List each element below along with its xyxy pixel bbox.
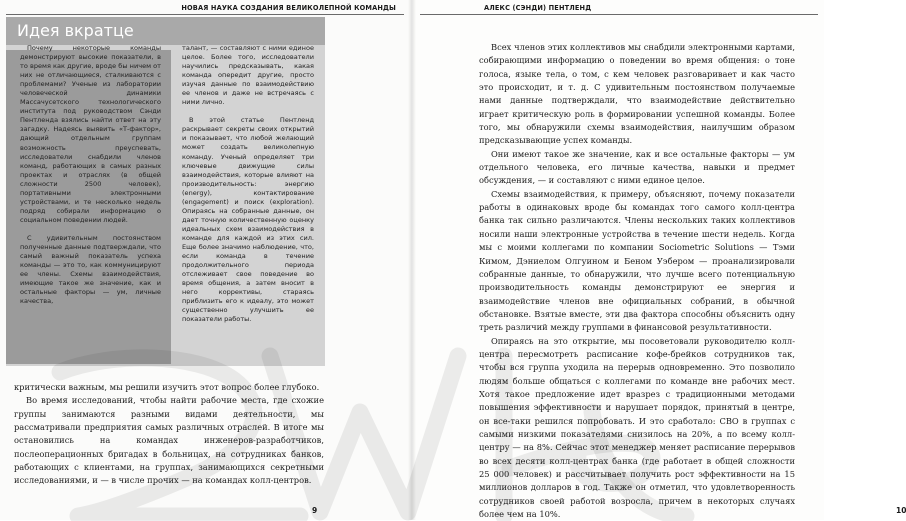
body-paragraph: Во время исследований, чтобы найти рабочие места, где схожие группы занимаются разными видами деятельности, мы рассматривали предприятия самых различных отраслей. В итоге мы остановились на командах инженеров-разработчиков, послеоперационных бригадах в больницах, на сотрудниках банков, работающих с клиентами, на группах, занимающихся секретными исследованиями, и — в числе прочих — на командах колл-центров. <box>14 395 324 486</box>
sidebar-title: Идея вкратце <box>17 21 134 40</box>
sidebar-column-2 <box>182 44 314 324</box>
sidebar-paragraph: Почему некоторые команды демонстрируют высокие показатели, в то время как другие, вроде бы ничем от них не отличающиеся, сталкиваются с проблемами? Ученые из лаборатории человеческой динамики Массачусетского технологического института под руководством Сэнди Пентленда взялись найти ответ на эту загадку. Надеясь выявить «Т-фактор», дающий отдельным группам возможность преуспевать, исследователи снабдили членов команд, работающих в самых разных проектах и отраслях (в общей сложности 2500 человек), портативными электронными устройствами, и те несколько недель подряд собирали информацию о социальном поведении людей. <box>20 44 161 224</box>
body-paragraph: Они имеют такое же значение, как и все остальные факторы — ум отдельного человека, его личные качества, навыки и предмет обсуждения, — и составляют с ними единое целое. <box>479 148 795 186</box>
left-body-text <box>14 381 324 488</box>
body-paragraph: Схемы взаимодействия, к примеру, объясняют, почему показатели работы в одинаковых вроде бы командах того самого колл-центра банка так сильно различаются. Члены нескольких таких коллективов носили наши электронные устройства в течение шести недель. Когда мы с моими коллегами по компании Sociometric Solutions — Тэми Кимом, Дэниелом Олгуином и Беном Уэбером — проанализировали собранные данные, то обнаружили, что лучше всего потенциальную производительность команды демонстрируют ее энергия и взаимодействие членов вне официальных собраний, в обычной обстановке. Взятые вместе, эти два фактора способны объяснить одну треть различий между группами в финансовой результативности. <box>479 188 795 333</box>
running-head-left: НОВАЯ НАУКА СОЗДАНИЯ ВЕЛИКОЛЕПНОЙ КОМАНДЫ <box>181 4 396 12</box>
sidebar-column-1 <box>20 44 161 306</box>
running-head-right: АЛЕКС (СЭНДИ) ПЕНТЛЕНД <box>484 4 592 12</box>
sidebar-paragraph: талант, — составляют с ними единое целое. Более того, исследователи научились предсказывать, какая команда опередит другие, просто изучая данные по взаимодействию ее членов и даже не встречаясь с ними лично. <box>182 44 314 107</box>
book-gutter <box>408 0 416 520</box>
page-number-right: 10 <box>896 506 906 515</box>
body-paragraph: Всех членов этих коллективов мы снабдили электронными картами, собирающими информацию о поведении во время общения: о тоне голоса, языке тела, о том, с кем человек разговаривает и как часто это происходит, и т. д. С удивительным постоянством получаемые нами данные подтверждали, что взаимодействие действительно играет критическую роль в формировании успешной команды. Более того, мы обнаружили схемы взаимодействия, наилучшим образом предсказывающие успех команды. <box>479 42 795 146</box>
header-rule-left <box>6 14 404 15</box>
body-paragraph: Опираясь на это открытие, мы посоветовали руководителю колл-центра пересмотреть расписание кофе-брейков сотрудников так, чтобы вся группа уходила на перерыв одновременно. Это позволило людям больше общаться с коллегами по команде вне рабочих мест. Хотя такое предложение идет вразрез с традиционными методами повышения эффективности и нарушает порядок, принятый в центре, он все-таки решился попробовать. И это сработало: СВО в группах с самыми низкими показателями снизилось на 20%, а по всему колл-центру — на 8%. Сейчас этот менеджер меняет расписание перерывов во всех десяти колл-центрах банка (где работает в общей сложности 25 000 человек) и рассчитывает получить рост эффективности на 15 миллионов долларов в год. Также он отметил, что удовлетворенность сотрудников своей работой возросла, причем в некоторых случаях более чем на 10%. <box>479 335 795 520</box>
right-body-text <box>479 41 795 521</box>
sidebar-paragraph: В этой статье Пентленд раскрывает секреты своих открытий и показывает, что любой желающий может создать великолепную команду. Ученый определяет три ключевые движущие силы взаимодействия, которые влияют на производительность: энергию (energy), контактирование (engagement) и поиск (exploration). Опираясь на собранные данные, он дает точную количественную оценку идеальных схем взаимодействия в команде для каждой из этих сил. Еще более значимо наблюдение, что, если команда в течение продолжительного периода отслеживает свое поведение во время общения, а затем вносит в него коррективы, стараясь приблизить его к идеалу, это может существенно улучшить ее показатели работы. <box>182 116 314 324</box>
right-page <box>412 0 906 520</box>
header-rule-right <box>420 14 818 15</box>
left-page <box>0 0 412 520</box>
page-number-left: 9 <box>312 506 318 515</box>
body-paragraph: критически важным, мы решили изучить этот вопрос более глубоко. <box>14 382 320 392</box>
sidebar-paragraph: С удивительным постоянством полученные данные подтверждали, что самый важный показатель успеха команды — это то, как коммуницируют ее члены. Схемы взаимодействия, имеющие такое же значение, как и остальные факторы — ум, личные качества, <box>20 233 161 306</box>
